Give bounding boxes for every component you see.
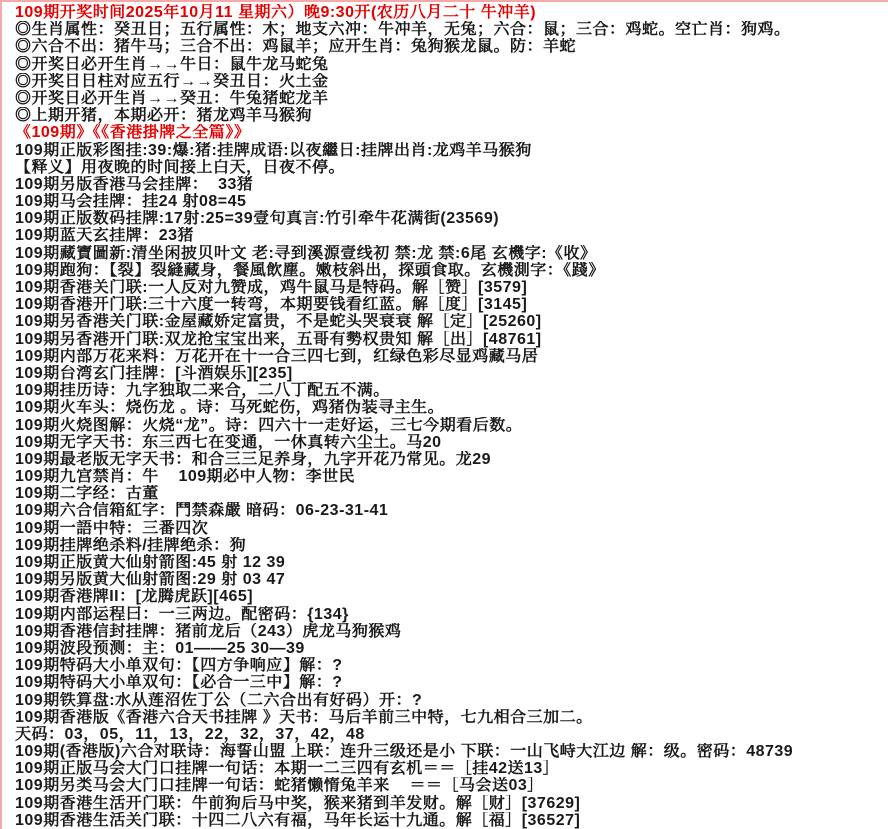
text-line: 109期挂牌绝杀料/挂牌绝杀：狗 xyxy=(15,536,247,554)
text-line: 109期挂历诗：九字独取二来合，二八丁配五不满。 xyxy=(15,382,390,400)
text-line: 109期另类马会大门口挂牌一句话：蛇猪懒惰兔羊来 ＝＝［马会送03］ xyxy=(15,777,544,795)
text-line: 109期波段预测：主：01——25 30—39 xyxy=(15,639,305,657)
text-line: 109期另香港开门联:双龙抢宝宝出来，五哥有勢权贵知 解［出］[48761] xyxy=(15,330,542,348)
highlight-text-line: 109期开奖时间2025年10月11 星期六）晚9:30开(农历八月二十 牛冲羊) xyxy=(15,4,537,21)
text-line: ◎上期开猪，本期必开：猪龙鸡羊马猴狗 xyxy=(15,107,313,125)
text-line: ◎开奖日日柱对应五行→→癸丑日：火土金 xyxy=(15,72,329,90)
text-line: 109期最老版无字天书：和合三三足养身，九字开花乃常见。龙29 xyxy=(15,450,491,468)
text-line: ◎生肖属性：癸丑日；五行属性：木；地支六冲：牛冲羊，无兔；六合：鼠；三合：鸡蛇。空亡肖：狗鸡。 xyxy=(15,21,791,39)
text-line: ◎开奖日必开生肖→→牛日：鼠牛龙马蛇兔 xyxy=(15,55,329,73)
text-line: 109期香港生活关门联：十四二八六有福，马年长运十九通。解［福］[36527] xyxy=(15,811,581,829)
text-line: 109期铁算盘:水从莲沼佐丁公（二六合出有好码）开：? xyxy=(15,691,423,709)
text-line: 109期香港牌II：[龙腾虎跃][465] xyxy=(15,588,254,606)
text-line: 109期台湾玄门挂牌：[斗酒娱乐][235] xyxy=(15,364,293,382)
text-line: 109期另版香港马会挂牌： 33猪 xyxy=(15,175,254,193)
text-line: 109期另版黄大仙射箭图:29 射 03 47 xyxy=(15,571,286,589)
text-line: 天码：03，05，11，13，22，32，37，42，48 xyxy=(15,725,365,743)
text-line: 【释义】用夜晚的时间接上白天，日夜不停。 xyxy=(15,158,346,176)
text-line: 109期跑狗：【裂】裂縫藏身，餐風飲塵。嫩枝斜出，探頭食取。玄機測字：《踐》 xyxy=(15,261,605,279)
highlight-text-line: 《109期》《《香港掛牌之全篇》》 xyxy=(15,124,251,142)
text-line: 109期二字经：古董 xyxy=(15,485,159,503)
text-line: 109期六合信箱紅字：鬥禁森嚴 暗码：06-23-31-41 xyxy=(15,502,389,520)
text-line: 109期马会挂牌：挂24 射08=45 xyxy=(15,193,247,211)
text-line: 109期(香港版)六合对联诗：海誓山盟 上联：连升三级还是小 下联：一山飞峙大江边 解：级。密码：48739 xyxy=(15,743,794,761)
text-line: 109期香港版《香港六合天书挂牌 》天书：马后羊前三中特，七九相合三加二。 xyxy=(15,708,593,726)
text-line: 109期正版彩图挂:39:爆:猪:挂牌成语:以夜繼日:挂牌出肖:龙鸡羊马猴狗 xyxy=(15,141,532,159)
text-line: 109期九宫禁肖：牛 109期必中人物：李世民 xyxy=(15,468,356,486)
text-line: 109期一語中特：三番四次 xyxy=(15,519,209,537)
text-line: 109期香港生活开门联：牛前狗后马中奖，猴来猪到羊发财。解［财］[37629] xyxy=(15,794,581,812)
text-line: 109期香港信封挂牌：猪前龙后（243）虎龙马狗猴鸡 xyxy=(15,622,402,640)
text-line: 109期蓝天玄挂牌：23猪 xyxy=(15,227,194,245)
text-line: ◎六合不出：猪牛马；三合不出：鸡鼠羊；应开生肖：兔狗猴龙鼠。防：羊蛇 xyxy=(15,38,577,56)
text-line: 109期另香港关门联:金屋藏娇定富贵，不是蛇头哭衰衰 解［定］[25260] xyxy=(15,313,542,331)
text-line: ◎开奖日必开生肖→→癸丑：牛兔猪蛇龙羊 xyxy=(15,89,329,107)
text-line: 109期内部万花来料：万花开在十一合三四七到，红绿色彩尽显鸡藏马居 xyxy=(15,347,539,365)
text-line: 109期香港开门联:三十六度一转弯，本期要钱看红蓝。解［度］[3145] xyxy=(15,296,528,314)
text-line: 109期无字天书：东三西七在变通，一休真转六尘土。马20 xyxy=(15,433,442,451)
text-line: 109期藏寶圖新:清坐闲披贝叶文 老:寻到溪源壹线初 禁:龙 禁:6尾 玄機字:《收》 xyxy=(15,244,597,262)
text-lines-container xyxy=(15,4,886,829)
text-line: 109期内部运程曰：一三两边。配密码：{134} xyxy=(15,605,349,623)
text-line: 109期正版黄大仙射箭图:45 射 12 39 xyxy=(15,554,286,571)
text-line: 109期火烧图解：火烧“龙”。诗：四六十一走好运，三七今期看后数。 xyxy=(15,416,523,434)
text-line: 109期特码大小单双句：【必合一三中】解：? xyxy=(15,674,343,692)
text-line: 109期正版数码挂牌:17射:25=39壹句真言:竹引牵牛花满街(23569) xyxy=(15,210,500,228)
text-line: 109期正版马会大门口挂牌一句话：本期一二三四有玄机＝＝［挂42送13］ xyxy=(15,760,560,778)
text-line: 109期特码大小单双句：【四方争响应】解：? xyxy=(15,657,343,675)
text-line: 109期香港关门联:一人反对九赞成，鸡牛鼠马是特码。解［赞］[3579] xyxy=(15,279,528,296)
text-line: 109期火车头：烧伤龙 。诗：马死蛇伤，鸡猪伪装寻主生。 xyxy=(15,399,445,417)
